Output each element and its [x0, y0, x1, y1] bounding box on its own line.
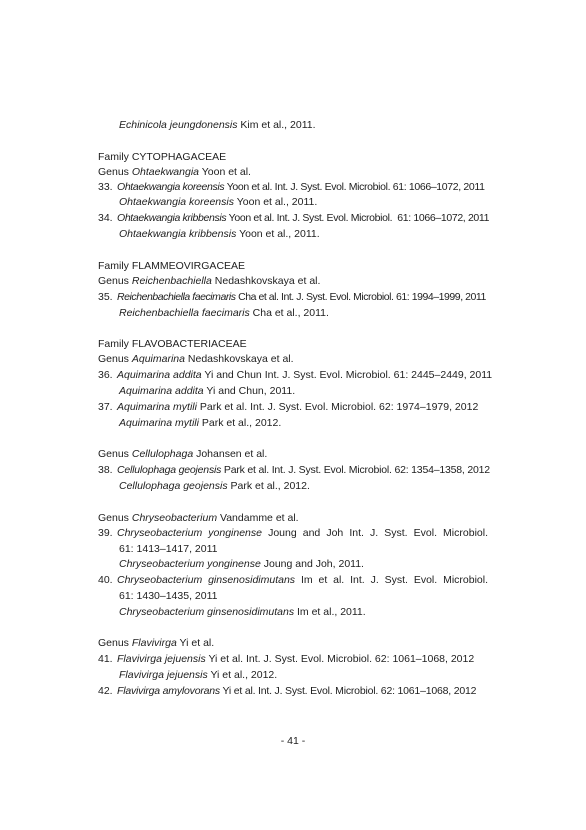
entry-number: 35. — [98, 291, 113, 303]
entry-number: 41. — [98, 653, 113, 665]
citation-text: Yoon et al. Int. J. Syst. Evol. Microbiol. 61: 1066–1072, 2011 — [226, 181, 485, 193]
genus-heading — [98, 274, 320, 288]
species-entry — [98, 652, 474, 666]
entry-citation — [117, 573, 488, 587]
genus-prefix: Genus — [98, 512, 129, 524]
citation-text: Yi et al. Int. J. Syst. Evol. Microbiol. 62: 1061–1068, 2012 — [222, 685, 477, 697]
entry-citation — [117, 291, 486, 303]
family-heading — [98, 150, 226, 164]
species-name: Chryseobacterium yonginense — [117, 527, 262, 539]
citation-volume-pages: 61: 1430–1435, 2011 — [119, 590, 218, 602]
species-entry — [98, 573, 488, 587]
species-name: Cellulophaga geojensis — [119, 480, 228, 492]
author-year: Yi et al., 2012. — [210, 669, 278, 681]
entry-citation — [117, 212, 489, 224]
species-entry — [98, 463, 490, 477]
species-name: Flavivirga amylovorans — [117, 685, 220, 697]
citation-continuation — [119, 589, 217, 603]
species-entry — [98, 211, 489, 225]
genus-prefix: Genus — [98, 448, 129, 460]
entry-citation — [117, 685, 476, 697]
species-name: Chryseobacterium ginsenosidimutans — [119, 606, 295, 618]
species-name: Chryseobacterium yonginense — [119, 558, 261, 570]
entry-number: 39. — [98, 527, 113, 539]
family-prefix: Family — [98, 151, 129, 163]
family-name: CYTOPHAGACEAE — [131, 151, 227, 163]
species-entry — [98, 400, 478, 414]
genus-author: Yi et al. — [179, 637, 215, 649]
species-name: Reichenbachiella faecimaris — [119, 307, 250, 319]
species-valid-name-line — [119, 118, 316, 132]
genus-author: Nedashkovskaya et al. — [214, 275, 321, 287]
genus-author: Yoon et al. — [201, 166, 251, 178]
author-year: Yi and Chun, 2011. — [206, 385, 296, 397]
entry-citation — [117, 369, 492, 381]
citation-text: Cha et al. Int. J. Syst. Evol. Microbiol. 61: 1994–1999, 2011 — [238, 291, 486, 303]
author-year: Joung and Joh, 2011. — [263, 558, 364, 570]
species-valid-name-line — [119, 384, 295, 398]
genus-prefix: Genus — [98, 166, 129, 178]
genus-name: Reichenbachiella — [131, 275, 212, 287]
genus-heading — [98, 352, 294, 366]
species-entry — [98, 684, 476, 698]
genus-author: Nedashkovskaya et al. — [187, 353, 294, 365]
citation-continuation — [119, 542, 217, 556]
genus-heading — [98, 511, 299, 525]
species-valid-name-line — [119, 195, 317, 209]
species-valid-name-line — [119, 479, 310, 493]
page-number: - 41 - — [280, 735, 306, 747]
citation-text: Yi et al. Int. J. Syst. Evol. Microbiol. 62: 1061–1068, 2012 — [208, 653, 475, 665]
species-entry — [98, 526, 488, 540]
citation-volume-pages: 61: 1413–1417, 2011 — [119, 543, 218, 555]
species-valid-name-line — [119, 306, 329, 320]
species-name: Ohtaekwangia koreensis — [119, 196, 234, 208]
entry-number: 34. — [98, 212, 113, 224]
genus-name: Aquimarina — [131, 353, 185, 365]
genus-author: Johansen et al. — [196, 448, 268, 460]
citation-text: Park et al. Int. J. Syst. Evol. Microbiol. 62: 1354–1358, 2012 — [223, 464, 490, 476]
species-valid-name-line — [119, 557, 364, 571]
genus-name: Flavivirga — [131, 637, 177, 649]
species-valid-name-line — [119, 668, 277, 682]
genus-name: Chryseobacterium — [131, 512, 218, 524]
genus-heading — [98, 165, 251, 179]
species-name: Ohtaekwangia koreensis — [117, 181, 225, 193]
species-entry — [98, 368, 492, 382]
species-name: Flavivirga jejuensis — [119, 669, 208, 681]
genus-name: Cellulophaga — [131, 448, 194, 460]
species-name: Reichenbachiella faecimaris — [117, 291, 236, 303]
entry-citation — [117, 401, 478, 413]
genus-name: Ohtaekwangia — [131, 166, 199, 178]
genus-heading — [98, 636, 214, 650]
genus-prefix: Genus — [98, 275, 129, 287]
species-valid-name-line — [119, 416, 281, 430]
entry-number: 40. — [98, 574, 113, 586]
family-prefix: Family — [98, 338, 129, 350]
species-name: Ohtaekwangia kribbensis — [119, 228, 237, 240]
genus-author: Vandamme et al. — [219, 512, 299, 524]
author-year: Yoon et al., 2011. — [236, 196, 318, 208]
entry-number: 36. — [98, 369, 113, 381]
species-name: Aquimarina addita — [119, 385, 204, 397]
citation-text: Yi and Chun Int. J. Syst. Evol. Microbiol. 61: 2445–2449, 2011 — [204, 369, 493, 381]
entry-citation — [117, 653, 474, 665]
species-entry — [98, 290, 486, 304]
family-prefix: Family — [98, 260, 129, 272]
author-year: Yoon et al., 2011. — [239, 228, 320, 240]
author-year: Cha et al., 2011. — [252, 307, 329, 319]
family-heading — [98, 337, 247, 351]
species-name: Aquimarina mytili — [117, 401, 197, 413]
species-name: Aquimarina addita — [117, 369, 202, 381]
citation-text: Joung and Joh Int. J. Syst. Evol. Microbiol. — [268, 527, 488, 539]
species-valid-name-line — [119, 227, 320, 241]
citation-text: Park et al. Int. J. Syst. Evol. Microbiol. 62: 1974–1979, 2012 — [199, 401, 479, 413]
species-name: Cellulophaga geojensis — [117, 464, 222, 476]
species-name: Chryseobacterium ginsenosidimutans — [117, 574, 296, 586]
entry-number: 42. — [98, 685, 113, 697]
author-year: Park et al., 2012. — [230, 480, 310, 492]
species-name: Ohtaekwangia kribbensis — [117, 212, 227, 224]
family-name: FLAVOBACTERIACEAE — [131, 338, 247, 350]
entry-number: 38. — [98, 464, 113, 476]
entry-citation — [117, 181, 485, 193]
species-name: Flavivirga jejuensis — [117, 653, 206, 665]
entry-number: 33. — [98, 181, 113, 193]
citation-text: Im et al. Int. J. Syst. Evol. Microbiol. — [300, 574, 488, 586]
family-heading — [98, 259, 245, 273]
author-year: Kim et al., 2011. — [240, 119, 316, 131]
entry-citation — [117, 464, 490, 476]
entry-citation — [117, 526, 488, 540]
citation-text: Yoon et al. Int. J. Syst. Evol. Microbiol. 61: 1066–1072, 2011 — [228, 212, 490, 224]
species-entry — [98, 180, 485, 194]
genus-prefix: Genus — [98, 637, 129, 649]
genus-heading — [98, 447, 267, 461]
family-name: FLAMMEOVIRGACEAE — [131, 260, 246, 272]
species-valid-name-line — [119, 605, 366, 619]
species-name: Aquimarina mytili — [119, 417, 199, 429]
entry-number: 37. — [98, 401, 113, 413]
genus-prefix: Genus — [98, 353, 129, 365]
species-name: Echinicola jeungdonensis — [119, 119, 238, 131]
author-year: Park et al., 2012. — [201, 417, 282, 429]
author-year: Im et al., 2011. — [297, 606, 366, 618]
